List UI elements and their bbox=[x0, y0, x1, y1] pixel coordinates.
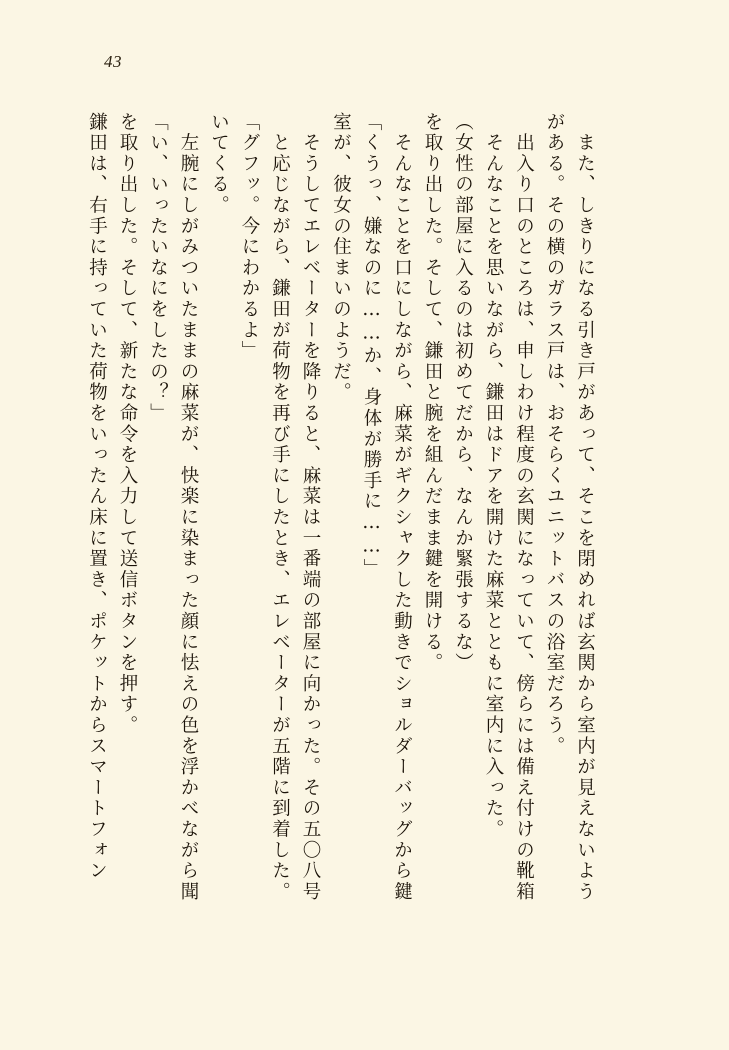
text-column: を取り出した。そして、鎌田と腕を組んだまま鍵を開ける。 bbox=[422, 112, 443, 674]
text-column: 出入り口のところは、申しわけ程度の玄関になっていて、傍らには備え付けの靴箱 bbox=[513, 112, 535, 903]
text-column: 「グフッ。今にわかるよ」 bbox=[239, 112, 260, 362]
text-column: （女性の部屋に入るのは初めてだから、なんか緊張するな） bbox=[452, 112, 474, 674]
text-column: また、しきりになる引き戸があって、そこを閉めれば玄関から室内が見えないよう bbox=[574, 112, 596, 903]
text-column: そうしてエレベーターを降りると、麻菜は一番端の部屋に向かった。その五〇八号 bbox=[300, 112, 321, 903]
text-column: 室が、彼女の住まいのようだ。 bbox=[330, 112, 352, 404]
page-number: 43 bbox=[104, 52, 122, 71]
text-column: と応じながら、鎌田が荷物を再び手にしたとき、エレベーターが五階に到着した。 bbox=[269, 112, 291, 903]
text-column: 鎌田は、右手に持っていた荷物をいったん床に置き、ポケットからスマートフォン bbox=[86, 112, 108, 882]
text-column: そんなことを口にしながら、麻菜がギクシャクした動きでショルダーバッグから鍵 bbox=[391, 112, 413, 903]
text-column: 左腕にしがみついたままの麻菜が、快楽に染まった顔に怯えの色を浮かべながら聞 bbox=[178, 112, 199, 903]
text-column: いてくる。 bbox=[208, 112, 230, 216]
text-column: を取り出した。そして、新たな命令を入力して送信ボタンを押す。 bbox=[117, 112, 138, 736]
text-column: 「い、いったいなにをしたの？」 bbox=[147, 112, 169, 424]
text-column: そんなことを思いながら、鎌田はドアを開けた麻菜とともに室内に入った。 bbox=[483, 112, 504, 840]
text-column: がある。その横のガラス戸は、おそらくユニットバスの浴室だろう。 bbox=[544, 112, 565, 757]
vertical-text-body bbox=[75, 112, 635, 947]
text-column: 「くうっ、嫌なのに……か、身体が勝手に……」 bbox=[361, 112, 382, 580]
